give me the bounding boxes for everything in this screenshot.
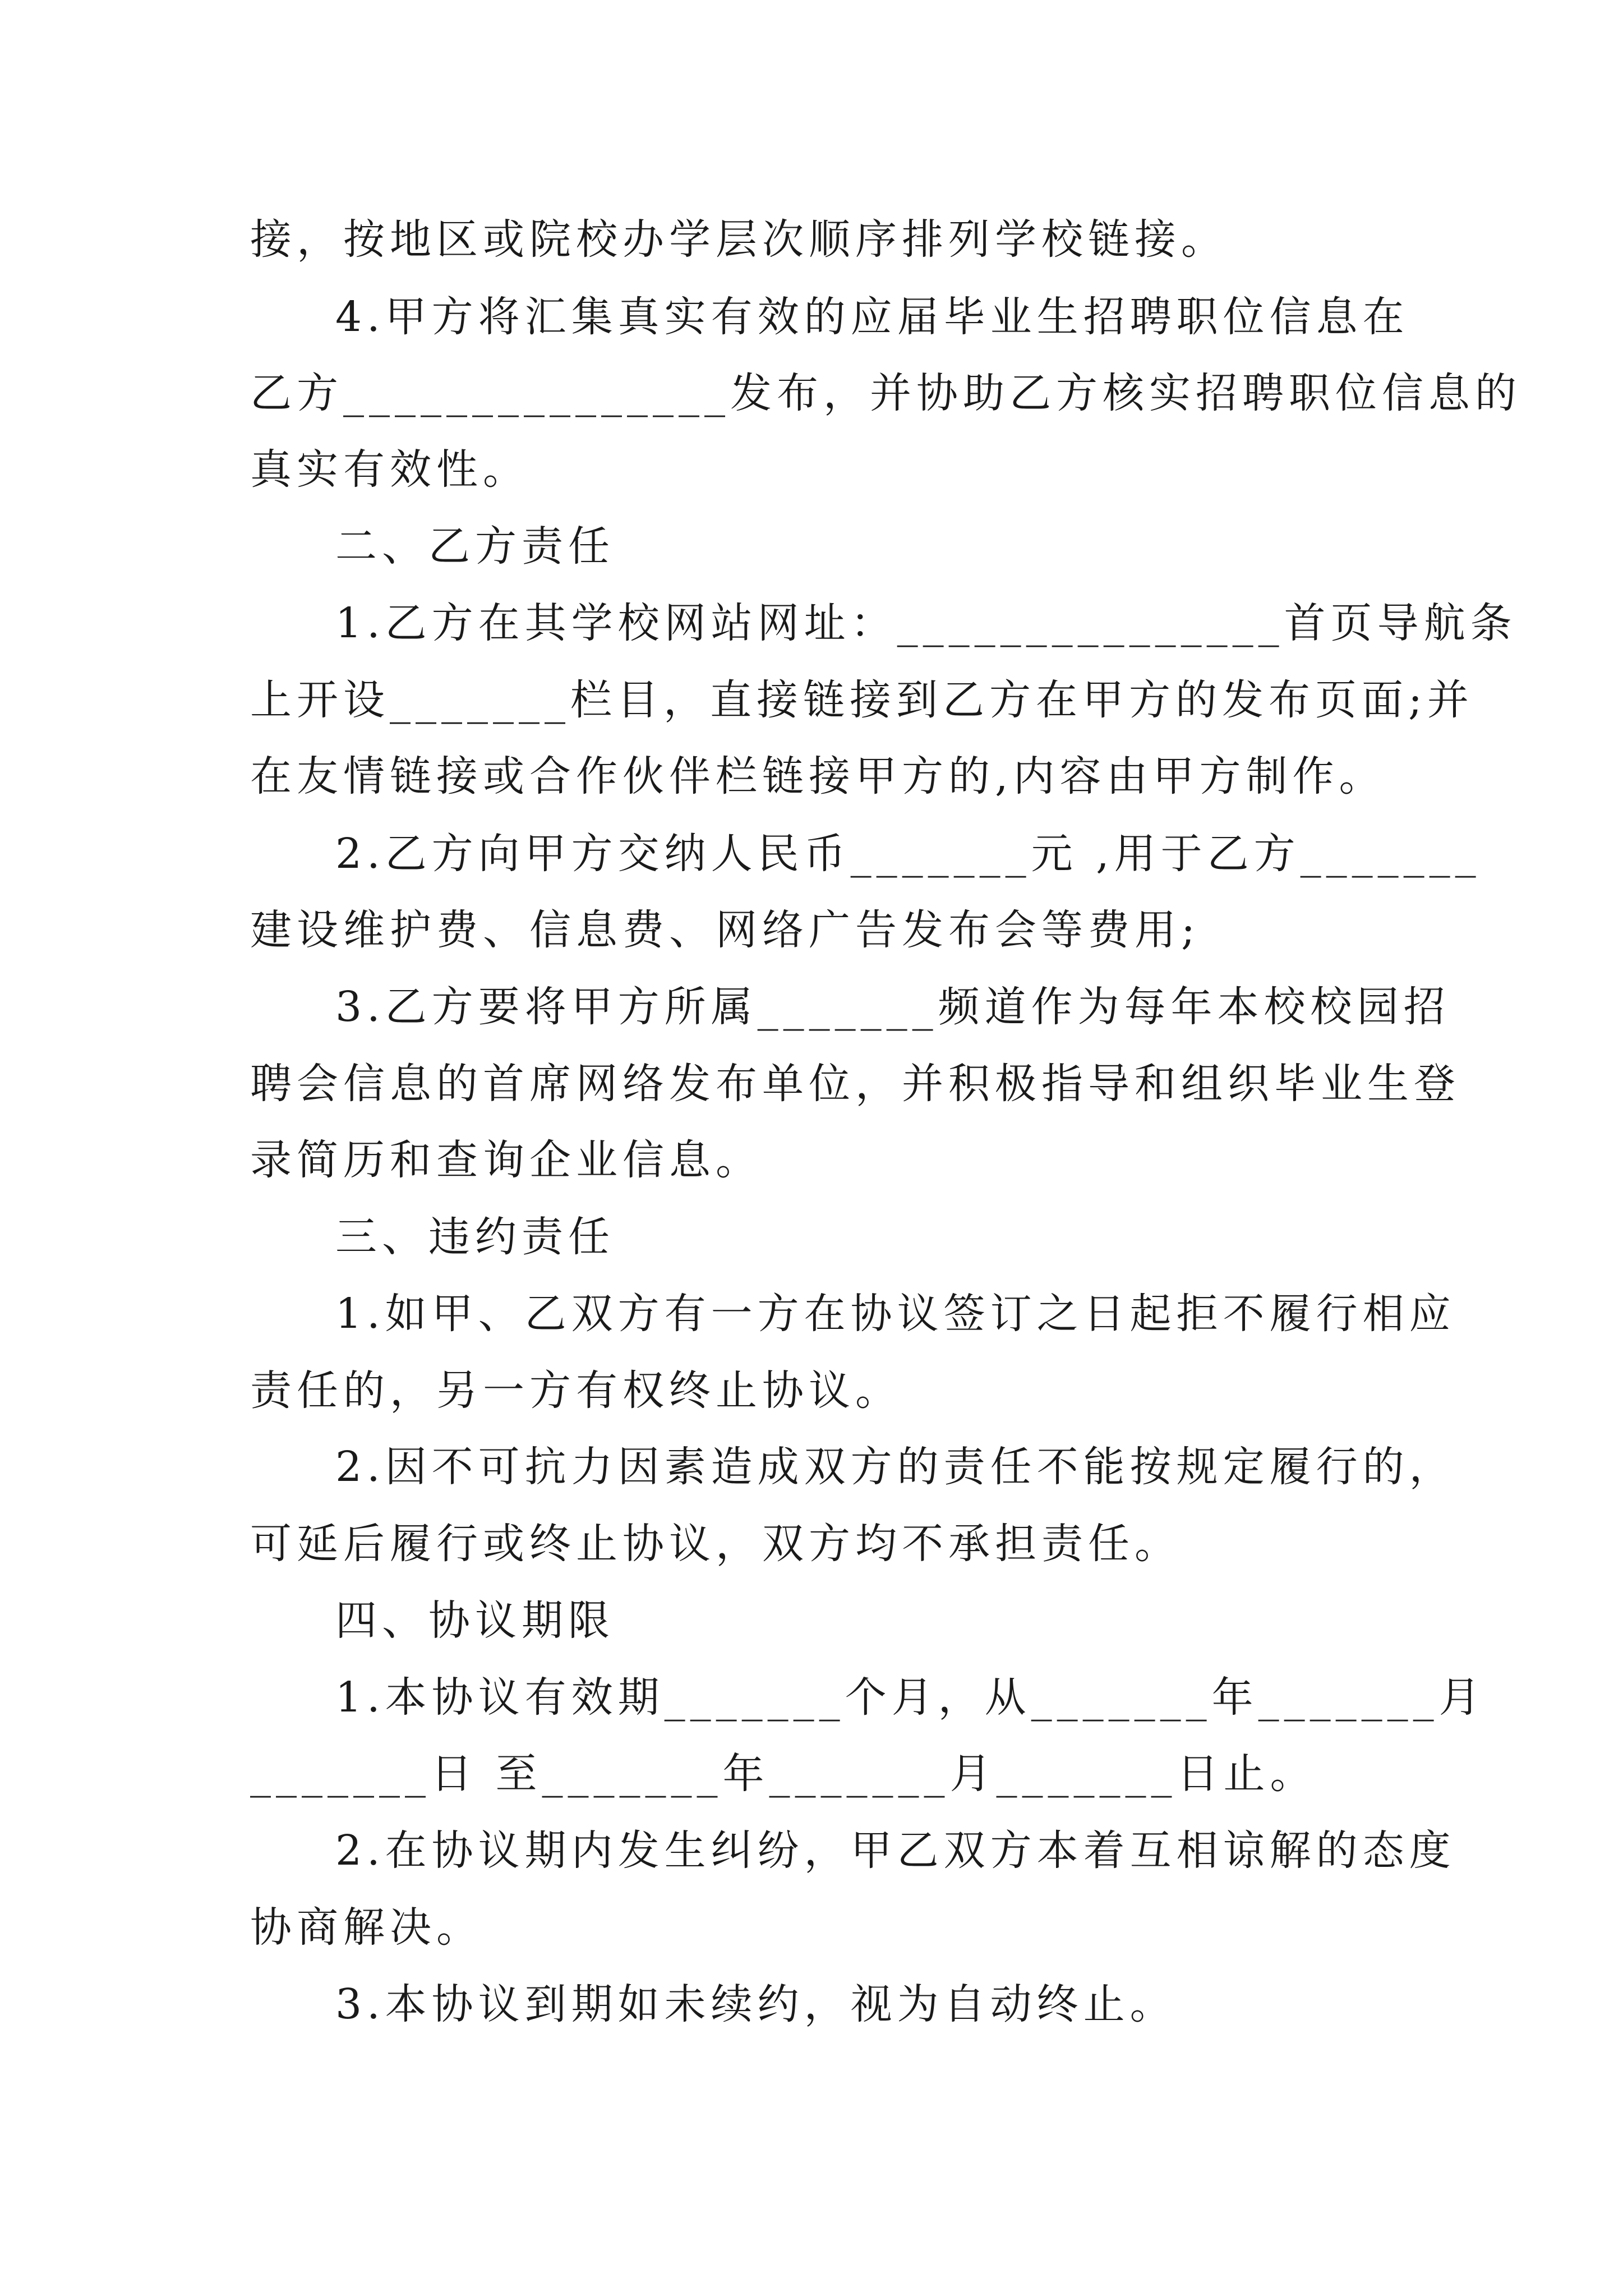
text-line: 2.乙方向甲方交纳人民币_______元 ,用于乙方_______ — [335, 830, 1481, 878]
text-line: 上开设_______栏目，直接链接到乙方在甲方的发布页面;并 — [250, 676, 1474, 724]
text-line: 聘会信息的首席网络发布单位，并积极指导和组织毕业生登 — [250, 1060, 1460, 1108]
text-line: 责任的，另一方有权终止协议。 — [250, 1366, 902, 1415]
text-line: 协商解决。 — [250, 1903, 483, 1952]
text-line: _______日 至_______年_______月_______日止。 — [250, 1750, 1317, 1798]
text-line: 1.如甲、乙双方有一方在协议签订之日起拒不履行相应 — [335, 1290, 1456, 1338]
text-line: 在友情链接或合作伙伴栏链接甲方的,内容由甲方制作。 — [250, 752, 1386, 800]
text-line: 真实有效性。 — [250, 445, 529, 494]
text-line: 3.乙方要将甲方所属_______频道作为每年本校校园招 — [335, 983, 1450, 1031]
text-line: 1.本协议有效期_______个月，从_______年_______月 — [335, 1673, 1486, 1722]
text-line: 录简历和查询企业信息。 — [250, 1136, 762, 1184]
section-heading: 三、违约责任 — [335, 1213, 615, 1261]
section-heading: 四、协议期限 — [335, 1596, 615, 1645]
text-line: 1.乙方在其学校网站网址：_______________首页导航条 — [335, 599, 1517, 647]
text-line: 2.在协议期内发生纠纷，甲乙双方本着互相谅解的态度 — [335, 1826, 1456, 1875]
section-heading: 二、乙方责任 — [335, 522, 615, 570]
text-line: 可延后履行或终止协议，双方均不承担责任。 — [250, 1520, 1181, 1568]
text-line: 乙方_______________发布，并协助乙方核实招聘职位信息的 — [250, 369, 1521, 417]
text-line: 建设维护费、信息费、网络广告发布会等费用; — [250, 906, 1200, 954]
text-line: 3.本协议到期如未续约，视为自动终止。 — [335, 1980, 1177, 2028]
text-line: 接，按地区或院校办学层次顺序排列学校链接。 — [250, 215, 1228, 264]
text-line: 4.甲方将汇集真实有效的应届毕业生招聘职位信息在 — [335, 293, 1409, 341]
text-line: 2.因不可抗力因素造成双方的责任不能按规定履行的， — [335, 1443, 1456, 1491]
